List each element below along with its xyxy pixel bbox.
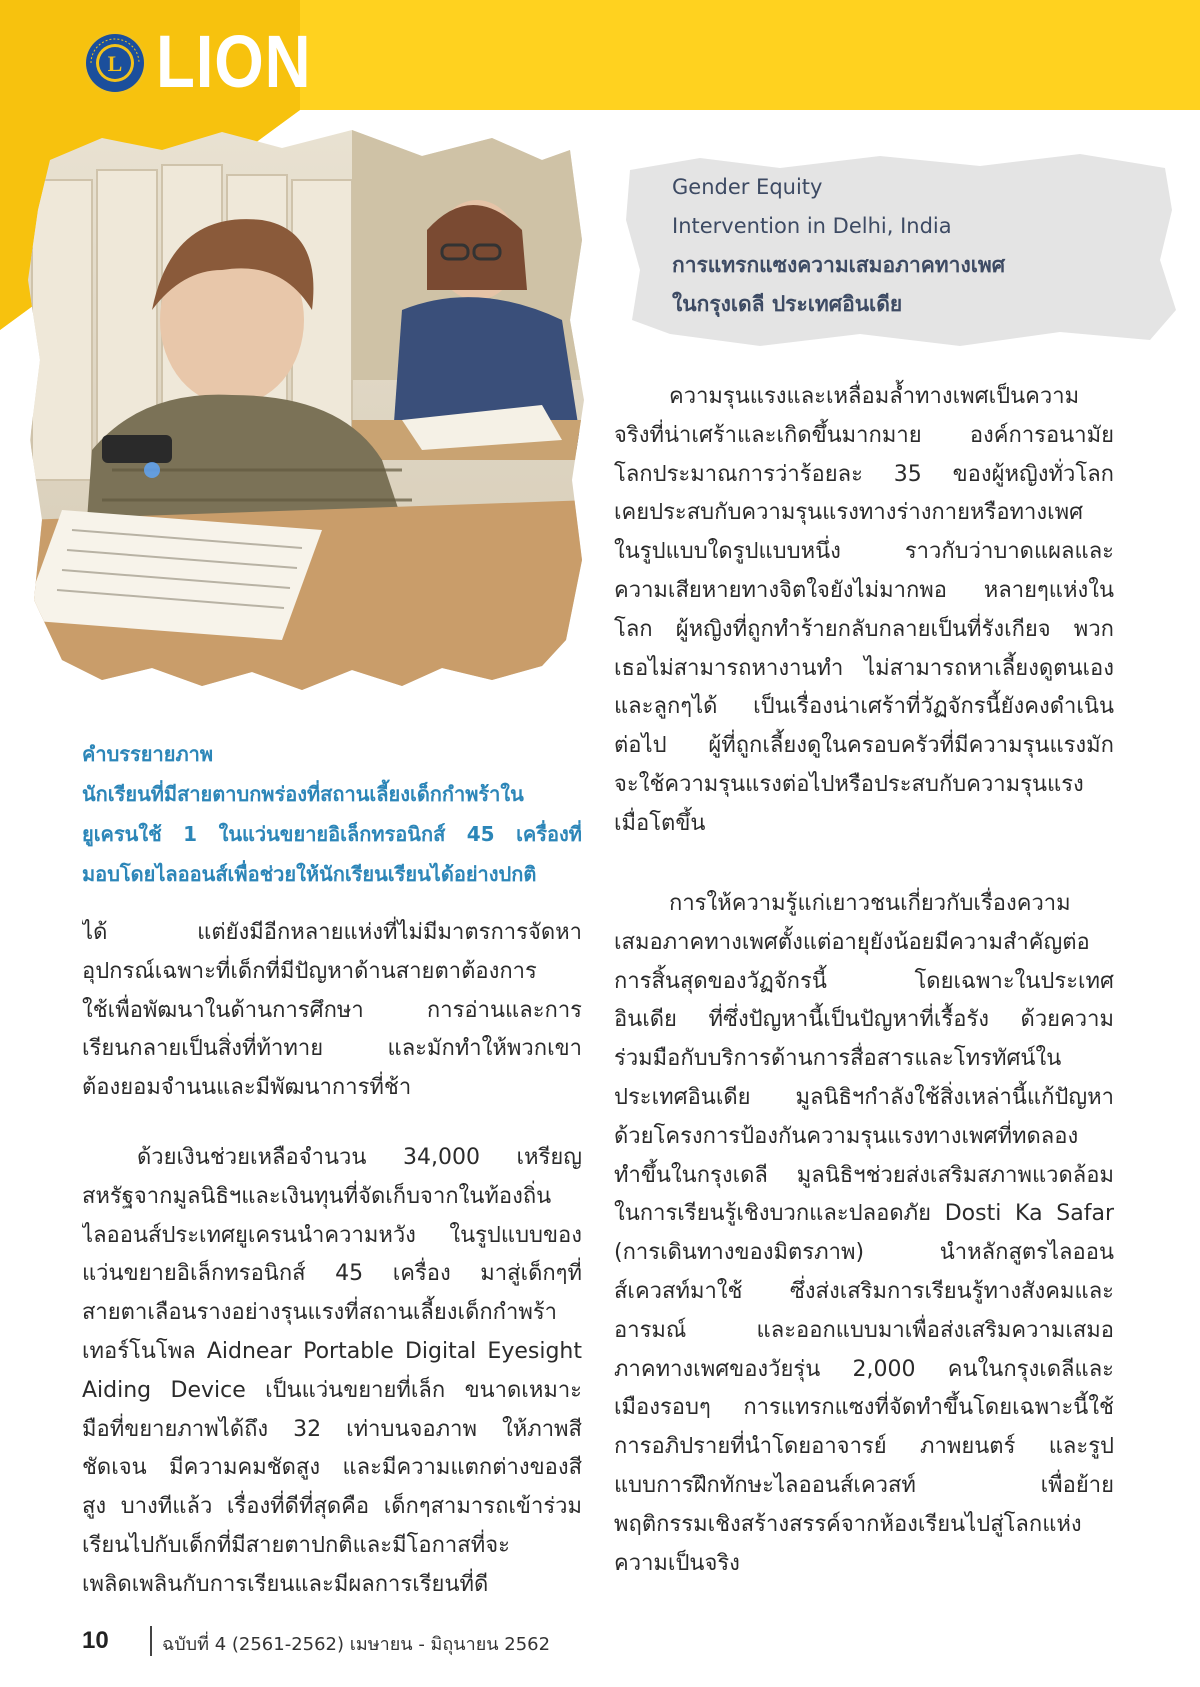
text-line: ใช้เพื่อพัฒนาในด้านการศึกษา การอ่านและการ — [82, 997, 582, 1023]
text-line: ในรูปแบบใดรูปแบบหนึ่ง ราวกับว่าบาดแผลและ — [614, 539, 1114, 565]
caption-line: มอบโดยไลออนส์เพื่อช่วยให้นักเรียนเรียนได้อย่างปกติ — [82, 862, 537, 886]
text-line: โลก ผู้หญิงที่ถูกทำร้ายกลับกลายเป็นที่รังเกียจ พวก — [614, 616, 1114, 642]
text-line: Aiding Device เป็นแว่นขยายที่เล็ก ขนาดเหมาะ — [82, 1377, 582, 1403]
text-line: จริงที่น่าเศร้าและเกิดขึ้นมากมาย องค์การอนามัย — [614, 422, 1114, 448]
text-line: และลูกๆได้ เป็นเรื่องน่าเศร้าที่วัฏจักรนี้ยังคงดำเนิน — [614, 694, 1114, 720]
text-line: อุปกรณ์เฉพาะที่เด็กที่มีปัญหาด้านสายตาต้องการ — [82, 958, 537, 984]
text-line: ร่วมมือกับบริการด้านการสื่อสารและโทรทัศน์ใน — [614, 1046, 1062, 1072]
text-line: การให้ความรู้แก่เยาวชนเกี่ยวกับเรื่องความ — [669, 891, 1071, 916]
svg-text:L: L — [107, 51, 123, 76]
text-line: ประเทศอินเดีย มูลนิธิฯกำลังใช้สิ่งเหล่านี้แก้ปัญหา — [614, 1084, 1114, 1110]
text-line: เรียนกลายเป็นสิ่งที่ท้าทาย และมักทำให้พวกเขา — [82, 1036, 582, 1062]
text-line: ส์เควสท์มาใช้ ซึ่งส่งเสริมการเรียนรู้ทางสังคมและ — [614, 1278, 1114, 1304]
text-line: จะใช้ความรุนแรงต่อไปหรือประสบกับความรุนแรง — [614, 771, 1084, 797]
heading-line-th-2: ในกรุงเดลี ประเทศอินเดีย — [672, 292, 903, 316]
text-line: ได้ แต่ยังมีอีกหลายแห่งที่ไม่มีมาตรการจัดหา — [82, 920, 582, 945]
text-line: ด้วยโครงการป้องกันความรุนแรงทางเพศที่ทดลอง — [614, 1123, 1079, 1149]
photo-caption — [82, 734, 582, 894]
text-line: แบบการฝึกทักษะไลออนส์เควสท์ เพื่อย้าย — [614, 1472, 1114, 1498]
text-line: (การเดินทางของมิตรภาพ) นำหลักสูตรไลออน — [614, 1240, 1114, 1266]
left-column-paragraph-1 — [82, 914, 582, 1108]
text-line: สายตาเลือนรางอย่างรุนแรงที่สถานเลี้ยงเด็กกำพร้า — [82, 1300, 558, 1326]
text-line: อารมณ์ และออกแบบมาเพื่อส่งเสริมความเสมอ — [614, 1317, 1114, 1343]
text-line: ความเป็นจริง — [614, 1550, 740, 1576]
text-line: เทอร์โนโพล Aidnear Portable Digital Eyesight — [82, 1338, 582, 1364]
text-line: พฤติกรรมเชิงสร้างสรรค์จากห้องเรียนไปสู่โลกแห่ง — [614, 1511, 1082, 1537]
text-line: ต้องยอมจำนนและมีพัฒนาการที่ช้า — [82, 1075, 412, 1101]
text-line: เพลิดเพลินกับการเรียนและมีผลการเรียนที่ดี — [82, 1571, 489, 1597]
text-line: มือที่ขยายภาพได้ถึง 32 เท่าบนจอภาพ ให้ภาพสี — [82, 1416, 582, 1442]
text-line: ด้วยเงินช่วยเหลือจำนวน 34,000 เหรียญ — [137, 1145, 582, 1170]
page-number: 10 — [82, 1627, 109, 1654]
text-line: เธอไม่สามารถหางานทำ ไม่สามารถหาเลี้ยงดูตนเอง — [614, 655, 1114, 681]
heading-line-th-1: การแทรกแซงความเสมอภาคทางเพศ — [672, 253, 1006, 277]
text-line: อินเดีย ที่ซึ่งปัญหานี้เป็นปัญหาที่เรื้อรัง ด้วยความ — [614, 1007, 1114, 1033]
heading-line-en-2: Intervention in Delhi, India — [672, 214, 952, 238]
text-line: โลกประมาณการว่าร้อยละ 35 ของผู้หญิงทั่วโลก — [614, 461, 1114, 487]
left-column-paragraph-2 — [82, 1139, 582, 1605]
text-line: เมืองรอบๆ การแทรกแซงที่จัดทำขึ้นโดยเฉพาะนี้ใช้ — [614, 1395, 1114, 1421]
text-line: ชัดเจน มีความคมชัดสูง และมีความแตกต่างของสี — [82, 1455, 582, 1481]
footer-divider — [150, 1626, 152, 1656]
article-photo — [22, 120, 592, 700]
text-line: ในการเรียนรู้เชิงบวกและปลอดภัย Dosti Ka Safar — [614, 1201, 1114, 1227]
text-line: การสิ้นสุดของวัฏจักรนี้ โดยเฉพาะในประเทศ — [614, 968, 1114, 994]
caption-label: คำบรรยายภาพ — [82, 742, 214, 766]
right-column-paragraph-1 — [614, 378, 1114, 844]
text-line: ความเสียหายทางจิตใจยังไม่มากพอ หลายๆแห่งใน — [614, 577, 1114, 603]
text-line: ความรุนแรงและเหลื่อมล้ำทางเพศเป็นความ — [669, 384, 1080, 409]
right-column-paragraph-2 — [614, 885, 1114, 1583]
text-line: เสมอภาคทางเพศตั้งแต่อายุยังน้อยมีความสำคัญต่อ — [614, 929, 1090, 955]
text-line: เคยประสบกับความรุนแรงทางร่างกายหรือทางเพศ — [614, 500, 1084, 526]
heading-line-en-1: Gender Equity — [672, 175, 823, 199]
magazine-title: LION — [156, 20, 312, 103]
text-line: สหรัฐจากมูลนิธิฯและเงินทุนที่จัดเก็บจากในท้องถิ่น — [82, 1183, 552, 1209]
text-line: แว่นขยายอิเล็กทรอนิกส์ 45 เครื่อง มาสู่เด็กๆที่ — [82, 1261, 582, 1287]
text-line: การอภิปรายที่นำโดยอาจารย์ ภาพยนตร์ และรูป — [614, 1434, 1114, 1460]
lions-logo-icon — [82, 30, 148, 96]
article-heading — [672, 168, 1152, 324]
caption-line: ยูเครนใช้ 1 ในแว่นขยายอิเล็กทรอนิกส์ 45 เครื่องที่ — [82, 822, 582, 846]
caption-line: นักเรียนที่มีสายตาบกพร่องที่สถานเลี้ยงเด็กกำพร้าใน — [82, 782, 524, 806]
text-line: ต่อไป ผู้ที่ถูกเลี้ยงดูในครอบครัวที่มีความรุนแรงมัก — [614, 733, 1114, 759]
text-line: เรียนไปกับเด็กที่มีสายตาปกติและมีโอกาสที่จะ — [82, 1532, 510, 1558]
text-line: สูง บางทีแล้ว เรื่องที่ดีที่สุดคือ เด็กๆสามารถเข้าร่วม — [82, 1494, 582, 1520]
text-line: ไลออนส์ประเทศยูเครนนำความหวัง ในรูปแบบของ — [82, 1222, 582, 1248]
issue-info: ฉบับที่ 4 (2561-2562) เมษายน - มิถุนายน 2562 — [162, 1634, 551, 1655]
text-line: เมื่อโตขึ้น — [614, 810, 706, 836]
text-line: ทำขึ้นในกรุงเดลี มูลนิธิฯช่วยส่งเสริมสภาพแวดล้อม — [614, 1162, 1114, 1188]
text-line: ภาคทางเพศของวัยรุ่น 2,000 คนในกรุงเดลีและ — [614, 1356, 1114, 1382]
